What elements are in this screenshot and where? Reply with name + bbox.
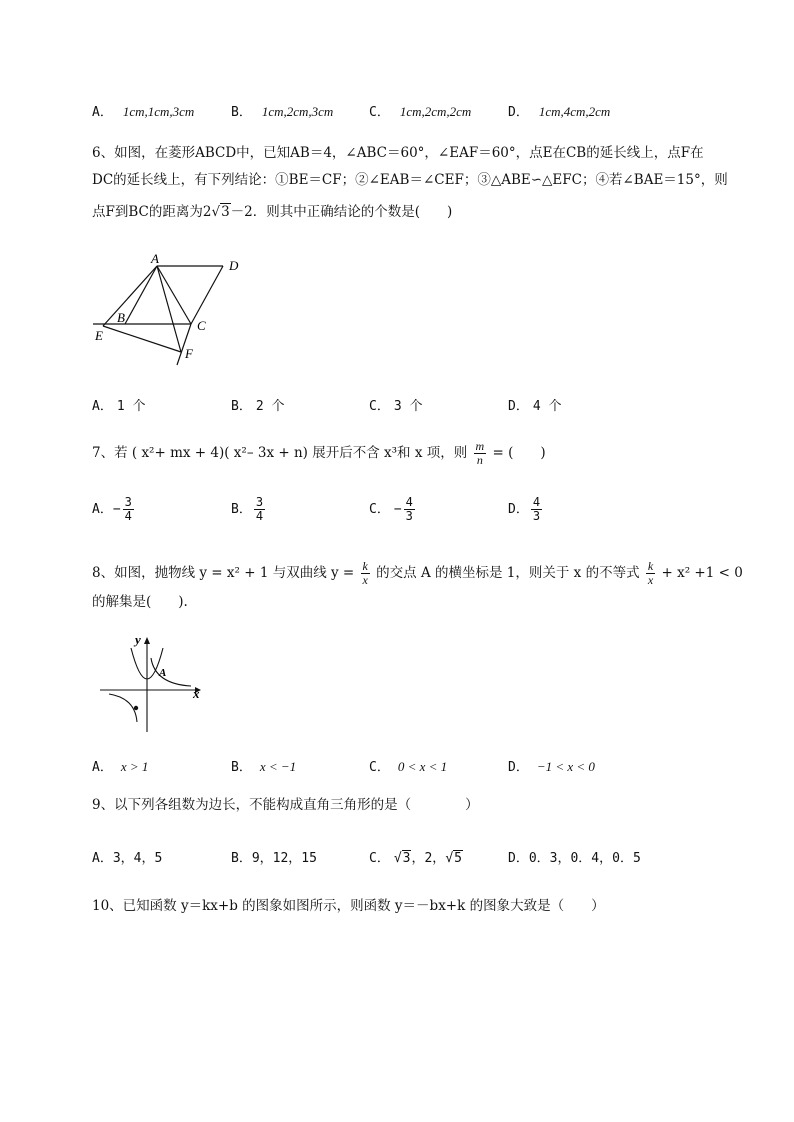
q9-option-d	[508, 847, 641, 866]
side-dc	[191, 266, 223, 324]
label-a: A	[159, 667, 167, 679]
sqrt-radicand: 5	[454, 851, 462, 866]
fraction-denominator: n	[476, 453, 483, 467]
option-letter: B．	[231, 399, 252, 414]
q6-line-2: DC的延长线上，有下列结论：①BE＝CF；②∠EAB＝∠CEF；③△ABE∽△EFC；④若∠BAE＝15°，则	[92, 172, 728, 188]
option-text: 1cm,4cm,2cm	[538, 104, 611, 119]
line-ef	[103, 326, 181, 352]
option-letter: D．	[508, 760, 529, 775]
fraction-numerator: k	[362, 559, 368, 573]
q7-option-a	[92, 496, 136, 523]
q5-option-d	[508, 101, 610, 120]
q6-line-3-text: 点F到BC的距离为2	[92, 204, 212, 220]
q5-option-b	[231, 101, 333, 120]
line-ae	[103, 266, 157, 326]
option-letter: D．	[508, 851, 529, 866]
sqrt-symbol: √	[211, 204, 221, 220]
fraction-denominator: 3	[405, 509, 413, 523]
q8-option-b	[231, 756, 296, 775]
fraction-numerator: 4	[532, 495, 541, 509]
option-letter: A．	[92, 502, 113, 517]
option-letter: C．	[369, 105, 390, 120]
label-a: A	[151, 251, 159, 266]
side-ab	[125, 266, 157, 324]
option-letter: C．	[369, 502, 390, 517]
q6-line-1: 6、如图，在菱形ABCD中，已知AB＝4，∠ABC＝60°，∠EAF＝60°，点E在CB的延长线上，点F在	[92, 145, 704, 161]
sqrt-radicand: 3	[221, 204, 230, 220]
q5-option-a	[92, 101, 194, 120]
diagonal-ac	[157, 266, 191, 324]
option-fraction	[254, 496, 265, 523]
point-marker	[134, 706, 138, 710]
label-e: E	[95, 328, 103, 343]
option-text: 4 个	[532, 399, 562, 414]
option-text: 0．3，0．4，0．5	[528, 851, 641, 866]
fraction-denominator: 3	[532, 509, 541, 523]
option-letter: B．	[231, 105, 252, 120]
option-letter: D．	[508, 399, 529, 414]
option-letter: D．	[508, 502, 529, 517]
q7-stem-text: 7、若 ( x²+ mx + 4)( x²– 3x + n) 展开后不含 x³和 x 项，则	[92, 445, 468, 461]
option-letter: A．	[92, 851, 113, 866]
option-sign: −	[393, 502, 402, 517]
label-f: F	[185, 346, 193, 361]
option-letter: D．	[508, 105, 529, 120]
q10-stem: 10、已知函数 y＝kx+b 的图象如图所示，则函数 y＝－bx+k 的图象大致是（ ）	[92, 898, 605, 914]
option-text: 1cm,1cm,3cm	[122, 104, 195, 119]
option-letter: A．	[92, 760, 113, 775]
option-letter: A．	[92, 399, 113, 414]
option-text: 0 < x < 1	[397, 759, 448, 774]
option-sign: −	[112, 502, 121, 517]
q8-option-a	[92, 756, 148, 775]
fraction-denominator: x	[362, 573, 368, 587]
q8-stem-line-2: 的解集是( ).	[92, 594, 188, 610]
line-af	[157, 266, 181, 352]
option-fraction	[123, 496, 134, 523]
y-axis-arrow	[144, 637, 150, 644]
option-text: 2 个	[255, 399, 285, 414]
q9-option-b	[231, 847, 317, 866]
label-d: D	[229, 258, 239, 273]
fraction-numerator: 4	[405, 495, 413, 509]
q8-fraction-2	[646, 560, 655, 587]
option-text: −1 < x < 0	[536, 759, 595, 774]
fraction-numerator: 3	[255, 495, 264, 509]
fraction-denominator: 4	[255, 509, 264, 523]
q7-option-b	[231, 496, 267, 523]
q6-option-b	[231, 395, 284, 414]
option-letter: A．	[92, 105, 113, 120]
q6-option-d	[508, 395, 561, 414]
q6-rhombus-figure	[85, 250, 255, 370]
q8-stem-line-1	[92, 560, 743, 587]
q8-option-c	[369, 756, 447, 775]
q8-option-d	[508, 756, 595, 775]
q8-stem-middle: 的交点 A 的横坐标是 1，则关于 x 的不等式	[376, 565, 640, 581]
option-text: 9，12，15	[251, 851, 317, 866]
q8-stem-text: 8、如图，抛物线 y = x² + 1 与双曲线 y =	[92, 565, 355, 581]
q6-line-3-tail: －2．则其中正确结论的个数是( )	[230, 204, 453, 220]
option-letter: C．	[369, 851, 390, 866]
option-text: 3 个	[393, 399, 423, 414]
fraction-numerator: 3	[124, 495, 132, 509]
q7-option-c	[369, 496, 417, 523]
q6-option-a	[92, 395, 145, 414]
option-text: 3，4，5	[112, 851, 163, 866]
sqrt-symbol: √	[393, 851, 402, 866]
q8-graph-figure	[95, 630, 210, 740]
option-text: x < −1	[259, 759, 297, 774]
option-fraction	[404, 496, 415, 523]
label-b: B	[117, 310, 125, 325]
q8-fraction-1	[361, 560, 370, 587]
q6-option-c	[369, 395, 422, 414]
label-c: C	[197, 318, 206, 333]
option-letter: B．	[231, 502, 252, 517]
q7-fraction	[474, 440, 487, 467]
q5-option-c	[369, 101, 471, 120]
q9-stem: 9、以下列各组数为边长，不能构成直角三角形的是（ ）	[92, 797, 479, 813]
hyperbola-branch-left	[109, 694, 137, 722]
label-y: y	[135, 632, 141, 647]
sqrt-radicand: 3	[402, 851, 411, 866]
q9-option-c	[369, 847, 463, 866]
q9-option-a	[92, 847, 162, 866]
sqrt-symbol: √	[445, 851, 454, 866]
option-text: ，2，	[411, 851, 446, 866]
fraction-numerator: m	[475, 439, 485, 453]
q7-option-d	[508, 496, 544, 523]
option-fraction	[531, 496, 542, 523]
fraction-numerator: k	[647, 559, 654, 573]
option-text: 1 个	[116, 399, 146, 414]
q7-stem	[92, 440, 546, 467]
option-text: 1cm,2cm,2cm	[399, 104, 472, 119]
option-text: 1cm,2cm,3cm	[261, 104, 334, 119]
hyperbola-branch-right	[151, 658, 191, 686]
fraction-denominator: 4	[124, 509, 132, 523]
option-letter: C．	[369, 760, 390, 775]
q6-line-3	[92, 203, 452, 221]
option-text: x > 1	[120, 759, 149, 774]
option-letter: B．	[231, 851, 252, 866]
label-x: x	[193, 686, 200, 701]
option-letter: C．	[369, 399, 390, 414]
option-letter: B．	[231, 760, 252, 775]
q8-stem-tail: + x² +1 < 0	[661, 565, 743, 581]
fraction-denominator: x	[647, 573, 654, 587]
q7-stem-tail: = ( )	[492, 445, 546, 461]
